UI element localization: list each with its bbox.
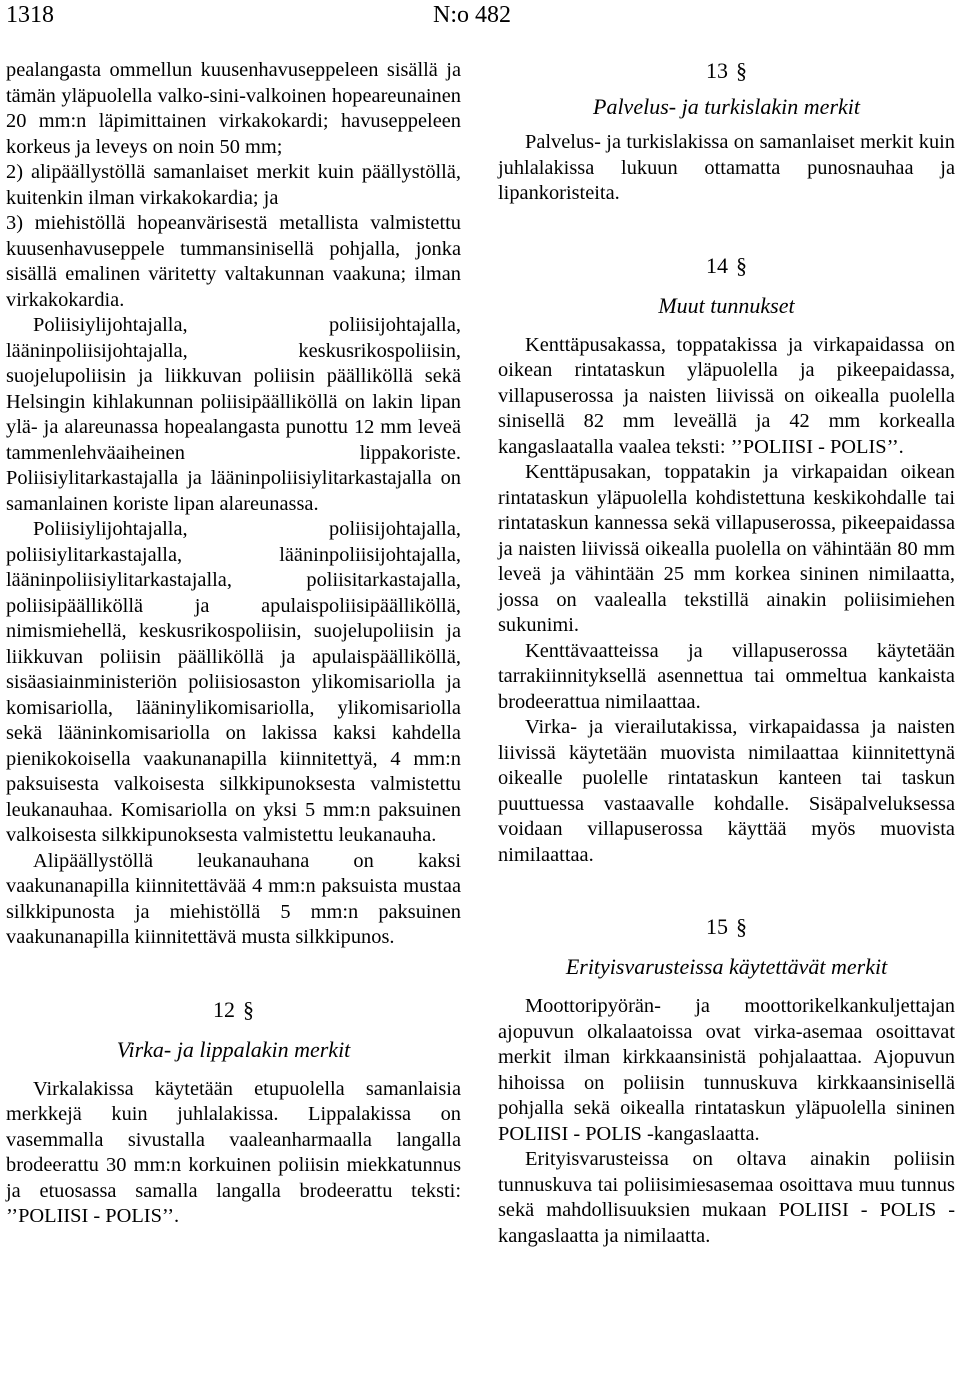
section-12-title: Virka- ja lippalakin merkit (116, 1036, 351, 1062)
section-15-paragraph-1: Moottoripyörän- ja moottorikelkankuljettajan ajopuvun olkalaatoissa ovat virka-asemaa osoittavat merkit ilman kirkkaansinistä pohjalaattaa. Ajopuvun hihoissa on poliisin tunnuskuva kirkkaansinisellä pohjalla sekä oikealla rintataskun yläpuolella sininen POLIISI - POLIS -kangaslaatta. (498, 995, 955, 1145)
section-14-paragraph-3: Kenttävaatteissa ja villapuserossa käytetään tarrakiinnityksellä asennettua tai ommeltua kankaista brodeerattua nimilaattaa. (498, 639, 955, 713)
section-14-number: 14 (706, 252, 728, 278)
section-symbol: § (736, 58, 747, 83)
paragraph-continuation: pealangasta ommellun kuusenhavuseppeleen sisällä ja tämän yläpuolella valko-sini-valkoinen hopeareunainen 20 mm:n läpimittainen virkakokardi; havuseppeleen korkeus ja leveys on noin 50 mm; (6, 59, 461, 158)
paragraph-alipaallysto: Alipäällystöllä leukanauhana on kaksi vaakunanapilla kiinnitettävää 4 mm:n paksuista mustaa silkkipunosta ja miehistöllä 5 mm:n paksuinen vaakunanapilla kiinnitettävä musta silkkipunos. (6, 849, 461, 948)
paragraph-item-2: 2) alipäällystöllä samanlaiset merkit kuin päällystöllä, kuitenkin ilman virkakokardia; ja (6, 161, 461, 209)
section-symbol: § (736, 914, 747, 939)
section-14-paragraph-2: Kenttäpusakan, toppatakin ja virkapaidan oikean rintataskun yläpuolella kohdistettuna keskikohdalle tai rintataskun kannessa sekä villapuserossa, pikeepaidassa ja naisten liivissä oikealla puolella on vähintään 80 mm leveä ja vähintään 25 mm korkea sininen nimilaatta, jossa on vaalealla tekstillä ainakin poliisimiehen sukunimi. (498, 461, 955, 636)
section-15-number: 15 (706, 914, 728, 939)
section-14-heading (498, 253, 955, 279)
section-13-number: 13 (706, 58, 728, 83)
page-number: 1318 (6, 2, 54, 28)
section-15-heading (498, 914, 955, 940)
paragraph-leukanauha: Poliisiylijohtajalla, poliisijohtajalla, poliisiylitarkastajalla, lääninpoliisijohtajalla, lääninpoliisiylitarkastajalla, poliisitarkastajalla, poliisipäälliköllä ja apulaispoliisipäälliköllä, nimismiehellä, keskusrikospoliisin, suojelupoliisin ja liikkuvan poliisin päälliköllä ja apulaispäälliköllä, sisäasiainministeriön poliisiosaston ylikomisariolla ja komisariolla, lääninylikomisariolla, ylikomisariolla sekä lääninkomisariolla on lakissa kaksi kahdella pienikokoisella vaakunanapilla kiinnitettyä, 4 mm:n paksuisesta valkoisesta silkkipunoksesta valmistettu leukanauhaa. Komisariolla on yksi 5 mm:n paksuinen valkoisesta silkkipunoksesta valmistettu leukanauha. (6, 518, 461, 846)
section-12-number: 12 (213, 996, 235, 1022)
section-symbol: § (243, 996, 254, 1022)
section-13-title: Palvelus- ja turkislakin merkit (593, 94, 860, 119)
section-15-title: Erityisvarusteissa käytettävät merkit (565, 954, 888, 979)
section-12-text: Virkalakissa käytetään etupuolella samanlaisia merkkejä kuin juhlalakissa. Lippalakissa on vasemmalla sivustalla vaaleanharmaalla langalla brodeerattu 30 mm:n korkuinen poliisin miekkatunnus ja etuosassa samalla langalla brodeerattu teksti: ’’POLIISI - POLIS’’. (6, 1077, 461, 1227)
document-number: N:o 482 (433, 2, 511, 28)
paragraph-lippakoriste: Poliisiylijohtajalla, poliisijohtajalla, lääninpoliisijohtajalla, keskusrikospoliisin, suojelupoliisin ja liikkuvan poliisin päälliköllä sekä Helsingin kihlakunnan poliisipäälliköllä on lakin lipan ylä- ja alareunassa hopealangasta punottu 12 mm leveä tammenlehväaiheinen lippakoriste. Poliisiylitarkastajalla ja lääninpoliisiylitarkastajalla on samanlainen koriste lipan alareunassa. (6, 314, 461, 515)
section-15-paragraph-2: Erityisvarusteissa on oltava ainakin poliisin tunnuskuva tai poliisimiesasemaa osoittava muu tunnus sekä mahdollisuuksien mukaan POLIISI - POLIS -kangaslaatta ja nimilaatta. (498, 1148, 955, 1247)
right-column (498, 58, 955, 1249)
left-column (6, 58, 461, 1230)
section-13-text: Palvelus- ja turkislakissa on samanlaiset merkit kuin juhlalakissa lukuun ottamatta punosnauhaa ja lipankoristeita. (498, 131, 955, 204)
section-12-heading (6, 997, 461, 1023)
paragraph-item-3: 3) miehistöllä hopeanvärisestä metallista valmistettu kuusenhavuseppele tummansinisellä pohjalla, jonka sisällä emalinen väritetty valtakunnan vaakuna; ilman virkakokardia. (6, 212, 461, 311)
page-header (0, 0, 960, 36)
section-14-title: Muut tunnukset (658, 292, 795, 318)
section-14-paragraph-4: Virka- ja vierailutakissa, virkapaidassa ja naisten liivissä käytetään muovista nimilaattaa kiinnitettynä oikealle puolelle rintataskun kanteen tai taskun puuttuessa vastaavalle kohdalle. Sisäpalveluksessa voidaan villapuserossa käyttää myös muovista nimilaattaa. (498, 716, 955, 866)
section-13-heading (498, 58, 955, 84)
section-symbol: § (736, 252, 747, 278)
section-14-paragraph-1: Kenttäpusakassa, toppatakissa ja virkapaidassa on oikean rintataskun yläpuolella ja pikeepaidassa, villapuserossa ja naisten liivissä on oikealla puolella sinisellä 82 mm leveällä ja 42 mm korkealla kangaslaatalla vaalea teksti: ’’POLIISI - POLIS’’. (498, 333, 955, 458)
